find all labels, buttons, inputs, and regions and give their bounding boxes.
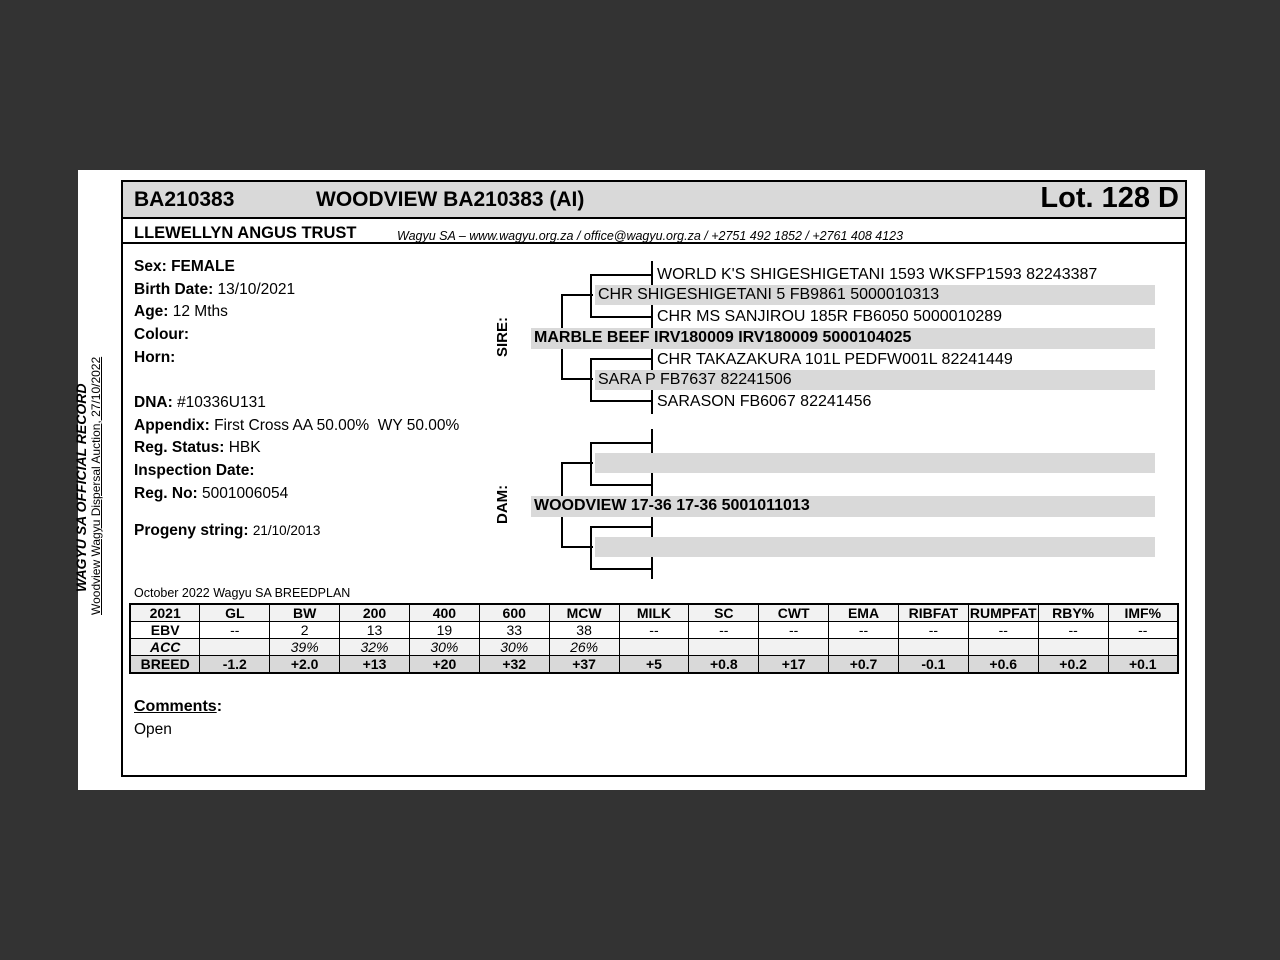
ebv-cell: 19 bbox=[409, 622, 479, 639]
ebv-cell: -- bbox=[619, 622, 689, 639]
side-text-official-record: WAGYU SA OFFICIAL RECORD bbox=[73, 383, 89, 592]
dam-tree-bracket-bottom bbox=[590, 526, 592, 570]
animal-name: WOODVIEW BA210383 (AI) bbox=[316, 188, 585, 211]
detail-label: Colour: bbox=[134, 326, 194, 343]
row-label-cell: EBV bbox=[130, 622, 200, 639]
breed-cell: -0.1 bbox=[898, 656, 968, 674]
detail-progeny-string bbox=[134, 522, 320, 540]
header-bar bbox=[123, 182, 1185, 219]
breed-cell: +37 bbox=[549, 656, 619, 674]
ebv-cell: -- bbox=[1038, 622, 1108, 639]
breed-cell: +0.1 bbox=[1108, 656, 1178, 674]
detail-inspection-date bbox=[134, 462, 259, 480]
detail-label: Horn: bbox=[134, 349, 180, 366]
detail-value: #10336U131 bbox=[177, 394, 266, 411]
sire-ggs1-text: WORLD K'S SHIGESHIGETANI 1593 WKSFP1593 82243387 bbox=[657, 266, 1098, 283]
acc-cell bbox=[1108, 639, 1178, 656]
ebv-cell: 33 bbox=[479, 622, 549, 639]
sire-granddam-bar: SARA P FB7637 82241506 bbox=[595, 370, 1155, 390]
sire-label: SIRE: bbox=[494, 316, 511, 357]
sire-tree-line bbox=[590, 358, 652, 360]
dam-name-bar: WOODVIEW 17-36 17-36 5001011013 bbox=[531, 496, 1155, 517]
breed-avg-row bbox=[130, 656, 1178, 674]
detail-value: FEMALE bbox=[171, 258, 235, 275]
ebv-cell: -- bbox=[968, 622, 1038, 639]
detail-label: Progeny string: bbox=[134, 522, 253, 539]
ebv-cell: -- bbox=[200, 622, 270, 639]
comments-value: Open bbox=[134, 721, 172, 738]
ebv-cell: -- bbox=[689, 622, 759, 639]
detail-appendix bbox=[134, 417, 459, 435]
column-header-cell: MCW bbox=[549, 604, 619, 622]
sire-ggd2-text: SARASON FB6067 82241456 bbox=[657, 393, 872, 410]
dam-tree-line bbox=[561, 462, 593, 464]
breed-cell: +32 bbox=[479, 656, 549, 674]
acc-cell: 32% bbox=[340, 639, 410, 656]
breed-cell: +0.8 bbox=[689, 656, 759, 674]
column-header-cell: MILK bbox=[619, 604, 689, 622]
acc-cell: 26% bbox=[549, 639, 619, 656]
sire-tree-bracket-bottom bbox=[590, 358, 592, 402]
dam-tree-bracket-top bbox=[590, 442, 592, 486]
acc-cell: 39% bbox=[270, 639, 340, 656]
detail-value: 21/10/2013 bbox=[252, 523, 321, 538]
dam-tree-line bbox=[590, 484, 652, 486]
detail-label: Appendix: bbox=[134, 417, 215, 434]
column-header-cell: 200 bbox=[340, 604, 410, 622]
column-header-cell: EMA bbox=[829, 604, 899, 622]
detail-label: Reg. No: bbox=[134, 485, 203, 502]
column-header-cell: IMF% bbox=[1108, 604, 1178, 622]
breed-cell: +5 bbox=[619, 656, 689, 674]
dam-tree-line bbox=[590, 526, 652, 528]
detail-colour bbox=[134, 326, 193, 344]
column-header-cell: RIBFAT bbox=[898, 604, 968, 622]
side-text-auction: Woodview Wagyu Dispersal Auction, 27/10/2022 bbox=[89, 356, 103, 615]
breedplan-caption: October 2022 Wagyu SA BREEDPLAN bbox=[134, 586, 351, 600]
acc-cell: 30% bbox=[479, 639, 549, 656]
breed-cell: +17 bbox=[759, 656, 829, 674]
detail-value: 12 Mths bbox=[172, 303, 228, 320]
comments-heading bbox=[134, 698, 222, 716]
lot-number: Lot. 128 D bbox=[1040, 182, 1179, 214]
breedplan-header-row bbox=[130, 604, 1178, 622]
detail-reg-no bbox=[134, 485, 288, 503]
column-header-cell: CWT bbox=[759, 604, 829, 622]
detail-label: DNA: bbox=[134, 394, 178, 411]
detail-age bbox=[134, 303, 228, 321]
detail-label: Reg. Status: bbox=[134, 439, 229, 456]
sire-name-bar: MARBLE BEEF IRV180009 IRV180009 5000104025 bbox=[531, 328, 1155, 349]
year-header-cell: 2021 bbox=[130, 604, 200, 622]
breed-cell: -1.2 bbox=[200, 656, 270, 674]
acc-cell bbox=[689, 639, 759, 656]
detail-dna bbox=[134, 394, 266, 412]
sire-ggd1-text: CHR MS SANJIROU 185R FB6050 5000010289 bbox=[657, 308, 1003, 325]
animal-id: BA210383 bbox=[134, 188, 235, 211]
acc-cell bbox=[619, 639, 689, 656]
column-header-cell: BW bbox=[270, 604, 340, 622]
dam-granddam-bar bbox=[595, 537, 1155, 557]
sire-tree-line bbox=[590, 274, 652, 276]
society-contact-line: Wagyu SA – www.wagyu.org.za / office@wagyu.org.za / +2751 492 1852 / +2761 408 4123 bbox=[397, 229, 904, 243]
acc-cell bbox=[1038, 639, 1108, 656]
sire-tree-line bbox=[561, 378, 593, 380]
dam-label: DAM: bbox=[494, 484, 511, 524]
detail-reg-status bbox=[134, 439, 261, 457]
ebv-cell: -- bbox=[759, 622, 829, 639]
ebv-row bbox=[130, 622, 1178, 639]
detail-horn bbox=[134, 349, 180, 367]
sire-tree-line bbox=[561, 294, 593, 296]
breed-cell: +0.7 bbox=[829, 656, 899, 674]
column-header-cell: RBY% bbox=[1038, 604, 1108, 622]
acc-cell bbox=[200, 639, 270, 656]
detail-value: 5001006054 bbox=[202, 485, 289, 502]
acc-cell bbox=[968, 639, 1038, 656]
row-label-cell: ACC bbox=[130, 639, 200, 656]
ebv-cell: 2 bbox=[270, 622, 340, 639]
breed-cell: +2.0 bbox=[270, 656, 340, 674]
acc-cell bbox=[759, 639, 829, 656]
sire-ggs2-text: CHR TAKAZAKURA 101L PEDFW001L 82241449 bbox=[657, 351, 1013, 368]
acc-cell: 30% bbox=[409, 639, 479, 656]
detail-sex bbox=[134, 258, 235, 276]
detail-label: Age: bbox=[134, 303, 173, 320]
comments-colon: : bbox=[216, 698, 223, 715]
breedplan-table bbox=[129, 603, 1179, 674]
sire-tree-bracket-top bbox=[590, 274, 592, 318]
column-header-cell: 600 bbox=[479, 604, 549, 622]
column-header-cell: 400 bbox=[409, 604, 479, 622]
dam-tree-line bbox=[590, 568, 652, 570]
acc-row bbox=[130, 639, 1178, 656]
column-header-cell: GL bbox=[200, 604, 270, 622]
row-label-cell: BREED bbox=[130, 656, 200, 674]
sire-grandsire-bar: CHR SHIGESHIGETANI 5 FB9861 5000010313 bbox=[595, 285, 1155, 305]
detail-label: Inspection Date: bbox=[134, 462, 259, 479]
ebv-cell: -- bbox=[1108, 622, 1178, 639]
ebv-cell: 38 bbox=[549, 622, 619, 639]
breeder-name: LLEWELLYN ANGUS TRUST bbox=[134, 224, 357, 242]
detail-label: Birth Date: bbox=[134, 281, 218, 298]
sire-tree-line bbox=[590, 316, 652, 318]
detail-birth-date bbox=[134, 281, 295, 299]
ebv-cell: -- bbox=[829, 622, 899, 639]
acc-cell bbox=[898, 639, 968, 656]
comments-label: Comments bbox=[134, 698, 217, 715]
breed-cell: +20 bbox=[409, 656, 479, 674]
column-header-cell: SC bbox=[689, 604, 759, 622]
acc-cell bbox=[829, 639, 899, 656]
dam-grandsire-bar bbox=[595, 453, 1155, 473]
ebv-cell: -- bbox=[898, 622, 968, 639]
breed-cell: +13 bbox=[340, 656, 410, 674]
ebv-cell: 13 bbox=[340, 622, 410, 639]
detail-label: Sex: bbox=[134, 258, 172, 275]
dam-tree-line bbox=[561, 546, 593, 548]
detail-value: First Cross AA 50.00% WY 50.00% bbox=[214, 417, 460, 434]
detail-value: 13/10/2021 bbox=[217, 281, 296, 298]
breed-cell: +0.2 bbox=[1038, 656, 1108, 674]
dam-tree-line bbox=[590, 442, 652, 444]
detail-value: HBK bbox=[228, 439, 261, 456]
sire-tree-line bbox=[590, 400, 652, 402]
column-header-cell: RUMPFAT bbox=[969, 605, 1037, 621]
breed-cell: +0.6 bbox=[968, 656, 1038, 674]
